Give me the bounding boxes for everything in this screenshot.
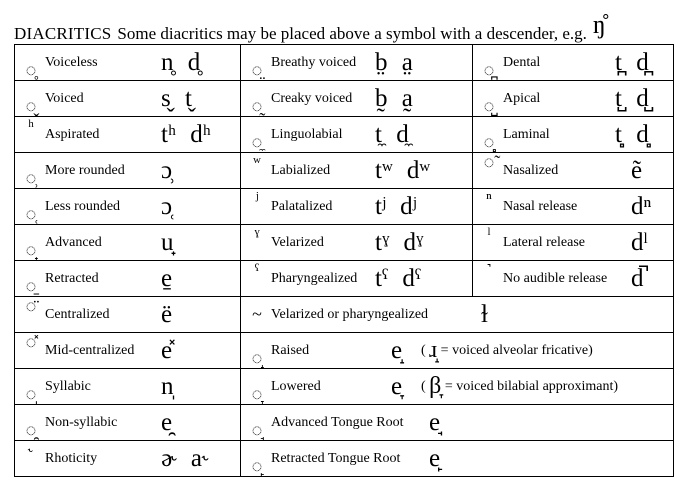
diacritic-label: Apical xyxy=(503,91,541,106)
table-row xyxy=(15,405,674,441)
diacritic-example: n̥ d̥ xyxy=(161,49,201,76)
diacritic-label: Palatalized xyxy=(271,199,333,214)
diacritic-mark: ◌̃ xyxy=(483,152,495,172)
diacritic-example: ẽ xyxy=(631,157,643,184)
diacritic-cell-nasal-release xyxy=(473,189,674,225)
diacritic-note xyxy=(421,369,618,404)
diacritic-example: e̠ xyxy=(161,265,173,292)
diacritic-mark: ◌̥ xyxy=(25,60,37,80)
diacritic-mark: ˤ xyxy=(254,260,260,280)
diacritic-mark: ◌̬ xyxy=(25,96,37,116)
diacritic-example: e̘ xyxy=(429,409,441,436)
diacritic-cell-apical xyxy=(473,81,674,117)
diacritic-cell-lowered xyxy=(241,369,674,405)
table-row xyxy=(15,261,674,297)
diacritic-example: d̚ xyxy=(631,265,644,292)
diacritic-label: Lateral release xyxy=(503,235,585,250)
diacritic-cell-voiceless xyxy=(15,45,241,81)
diacritic-label: Dental xyxy=(503,55,541,70)
diacritic-cell-velarized xyxy=(241,225,473,261)
diacritic-cell-linguolabial xyxy=(241,117,473,153)
diacritic-label: Voiced xyxy=(45,91,84,106)
diacritic-example: b̰ a̰ xyxy=(375,85,413,112)
diacritic-label: Less rounded xyxy=(45,199,121,214)
diacritic-mark: ◌̹ xyxy=(25,168,37,188)
diacritic-mark: ◌̺ xyxy=(483,96,495,116)
diacritic-mark: ◌̻ xyxy=(483,132,495,152)
diacritic-mark: ˞ xyxy=(28,440,34,460)
diacritic-label: Linguolabial xyxy=(271,127,343,142)
diacritic-cell-non-syllabic xyxy=(15,405,241,441)
diacritic-label: Velarized or pharyngealized xyxy=(271,307,429,322)
diacritic-mark: ˺ xyxy=(486,260,492,280)
table-row xyxy=(15,81,674,117)
diacritic-label: No audible release xyxy=(503,271,608,286)
diacritic-mark: ʷ xyxy=(253,152,261,172)
diacritic-example: tʲ dʲ xyxy=(375,193,417,220)
note-symbol: β̞ xyxy=(429,373,442,399)
diacritic-example: b̤ a̤ xyxy=(375,49,413,76)
diacritic-cell-palatalized xyxy=(241,189,473,225)
diacritic-label: More rounded xyxy=(45,163,125,178)
diacritic-example: e̽ xyxy=(161,337,173,364)
diacritic-cell-retracted-tongue-root xyxy=(241,441,674,477)
diacritic-mark: ◌̙ xyxy=(251,456,263,476)
table-row xyxy=(15,189,674,225)
diacritic-example: t̻ d̻ xyxy=(615,121,649,148)
diacritic-cell-advanced xyxy=(15,225,241,261)
diacritic-example: e̯ xyxy=(161,409,173,436)
diacritic-example: e̙ xyxy=(429,445,441,472)
diacritic-cell-raised xyxy=(241,333,674,369)
diacritic-label: Syllabic xyxy=(45,379,91,394)
diacritic-cell-more-rounded xyxy=(15,153,241,189)
diacritic-mark: ◌̰ xyxy=(251,96,263,116)
table-row xyxy=(15,441,674,477)
diacritic-cell-creaky-voiced xyxy=(241,81,473,117)
table-row xyxy=(15,117,674,153)
note-text: = voiced alveolar fricative) xyxy=(440,343,593,358)
table-row xyxy=(15,45,674,81)
diacritic-note xyxy=(421,333,593,368)
diacritic-cell-advanced-tongue-root xyxy=(241,405,674,441)
diacritic-mark: ◌̩ xyxy=(25,384,37,404)
diacritic-cell-centralized xyxy=(15,297,241,333)
diacritic-cell-lateral-release xyxy=(473,225,674,261)
diacritic-cell-pharyngealized xyxy=(241,261,473,297)
diacritic-mark: ~ xyxy=(252,304,262,324)
diacritic-cell-dental xyxy=(473,45,674,81)
diacritic-cell-retracted xyxy=(15,261,241,297)
table-row xyxy=(15,153,674,189)
diacritic-example: ɫ xyxy=(481,301,488,328)
diacritic-cell-laminal xyxy=(473,117,674,153)
diacritic-cell-less-rounded xyxy=(15,189,241,225)
diacritic-label: Voiceless xyxy=(45,55,98,70)
diacritic-mark: ◌̝ xyxy=(251,348,263,368)
diacritic-mark: ◌̯ xyxy=(25,420,37,440)
note-open-paren: ( xyxy=(421,343,426,358)
diacritic-example: tˤ dˤ xyxy=(375,265,422,292)
diacritic-mark: ◌̈ xyxy=(25,296,37,316)
diacritic-example: e̞ xyxy=(391,373,403,400)
table-row xyxy=(15,225,674,261)
diacritic-label: Laminal xyxy=(503,127,550,142)
diacritic-example: t̼ d̼ xyxy=(375,121,409,148)
diacritic-mark: ◌̟ xyxy=(25,240,37,260)
diacritic-example: e̝ xyxy=(391,337,403,364)
table-row xyxy=(15,333,674,369)
diacritic-label: Retracted xyxy=(45,271,99,286)
diacritic-example: ɔ̜ xyxy=(161,193,173,220)
diacritic-label: Nasalized xyxy=(503,163,559,178)
diacritic-cell-syllabic xyxy=(15,369,241,405)
diacritic-cell-mid-centralized xyxy=(15,333,241,369)
diacritic-mark: ◌̜ xyxy=(25,204,37,224)
table-row xyxy=(15,369,674,405)
diacritic-cell-no-audible-release xyxy=(473,261,674,297)
header-example: ŋ̊ xyxy=(592,10,606,39)
diacritic-example: ɚ a˞ xyxy=(161,445,211,472)
diacritic-cell-rhoticity xyxy=(15,441,241,477)
diacritic-label: Creaky voiced xyxy=(271,91,353,106)
diacritic-example: ë xyxy=(161,301,173,328)
diacritic-cell-velarized-or-pharyngealized xyxy=(241,297,674,333)
diacritic-label: Lowered xyxy=(271,379,321,394)
diacritic-example: u̟ xyxy=(161,229,174,256)
diacritic-example: dⁿ xyxy=(631,193,652,220)
diacritic-mark: ˠ xyxy=(254,224,260,244)
diacritic-example: tʷ dʷ xyxy=(375,157,431,184)
note-symbol: ɹ̝ xyxy=(429,337,438,363)
diacritic-mark: ◌̞ xyxy=(251,384,263,404)
diacritic-label: Velarized xyxy=(271,235,324,250)
diacritic-label: Advanced Tongue Root xyxy=(271,415,404,430)
diacritic-label: Retracted Tongue Root xyxy=(271,451,401,466)
header-description: Some diacritics may be placed above a symbol with a descender, e.g. xyxy=(117,24,587,43)
diacritic-cell-labialized xyxy=(241,153,473,189)
diacritic-label: Aspirated xyxy=(45,127,100,142)
diacritic-cell-breathy-voiced xyxy=(241,45,473,81)
diacritic-example: tˠ dˠ xyxy=(375,229,424,256)
diacritic-mark: ◌̪ xyxy=(483,60,495,80)
diacritic-label: Labialized xyxy=(271,163,331,178)
diacritic-example: n̩ xyxy=(161,373,174,400)
note-open-paren: ( xyxy=(421,379,426,394)
diacritic-label: Nasal release xyxy=(503,199,578,214)
diacritic-cell-nasalized xyxy=(473,153,674,189)
diacritic-mark: ◌̠ xyxy=(25,276,37,296)
diacritic-cell-voiced xyxy=(15,81,241,117)
diacritic-mark: ʲ xyxy=(255,188,259,208)
diacritic-mark: ◌̼ xyxy=(251,132,263,152)
diacritic-example: t̪ d̪ xyxy=(615,49,649,76)
section-title: DIACRITICS xyxy=(14,24,112,43)
diacritic-label: Raised xyxy=(271,343,310,358)
diacritic-mark: ʰ xyxy=(28,116,34,136)
diacritic-mark: ˡ xyxy=(487,224,491,244)
diacritic-label: Breathy voiced xyxy=(271,55,357,70)
diacritic-mark: ◌̘ xyxy=(251,420,263,440)
diacritic-label: Centralized xyxy=(45,307,110,322)
diacritics-header xyxy=(14,8,679,44)
diacritic-example: dˡ xyxy=(631,229,648,256)
diacritic-label: Advanced xyxy=(45,235,102,250)
diacritic-label: Pharyngealized xyxy=(271,271,358,286)
diacritic-cell-aspirated xyxy=(15,117,241,153)
note-text: = voiced bilabial approximant) xyxy=(444,379,619,394)
diacritic-mark: ⁿ xyxy=(486,188,492,208)
diacritic-example: ɔ̹ xyxy=(161,157,173,184)
diacritic-label: Rhoticity xyxy=(45,451,98,466)
diacritic-example: s̬ t̬ xyxy=(161,85,192,112)
diacritic-example: t̺ d̺ xyxy=(615,85,649,112)
diacritic-mark: ◌̤ xyxy=(251,60,263,80)
diacritic-mark: ◌̽ xyxy=(25,332,37,352)
diacritic-example: tʰ dʰ xyxy=(161,121,211,148)
table-row xyxy=(15,297,674,333)
diacritic-label: Non-syllabic xyxy=(45,415,118,430)
diacritics-table xyxy=(14,44,674,477)
diacritic-label: Mid-centralized xyxy=(45,343,135,358)
